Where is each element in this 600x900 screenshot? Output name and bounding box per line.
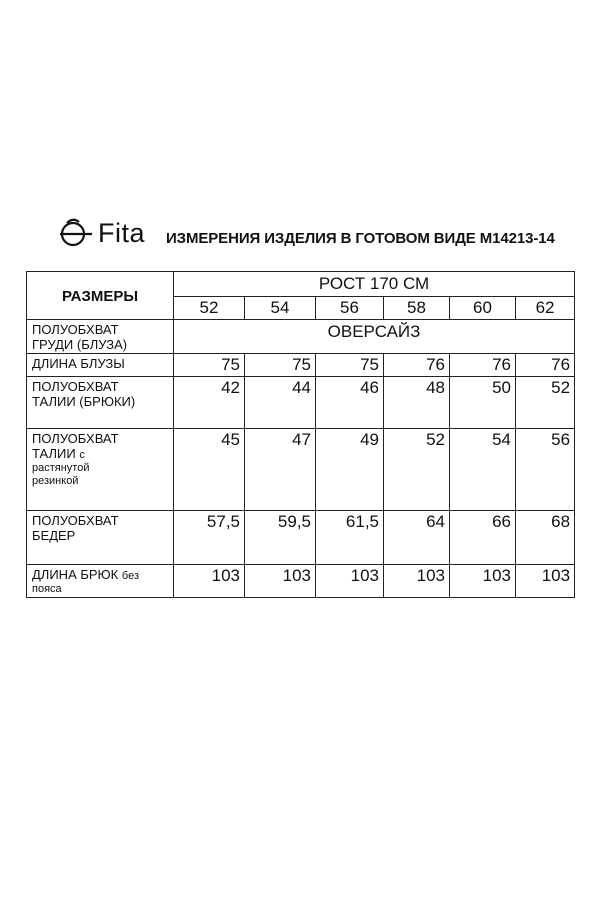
table-row-waist-stretched	[27, 429, 575, 511]
value-cell: 49	[316, 429, 384, 511]
value-cell: 57,5	[174, 511, 245, 565]
label-small: с	[79, 449, 85, 461]
value-cell: 61,5	[316, 511, 384, 565]
table-row-hips	[27, 511, 575, 565]
row-label-waist-stretched	[27, 429, 174, 511]
size-cell: 52	[174, 297, 245, 320]
value-cell: 76	[384, 354, 450, 377]
label-line: ГРУДИ (БЛУЗА)	[32, 337, 128, 352]
label-line: ПОЛУОБХВАТ	[32, 513, 119, 528]
value-cell: 68	[516, 511, 575, 565]
value-cell: 66	[450, 511, 516, 565]
value-cell: 42	[174, 377, 245, 429]
row-label-hips	[27, 511, 174, 565]
value-cell: 103	[450, 565, 516, 598]
row-label-waist-trousers	[27, 377, 174, 429]
value-cell: 75	[245, 354, 316, 377]
table-row-waist-trousers	[27, 377, 575, 429]
label-line: растянутой	[32, 462, 90, 474]
value-cell: 103	[245, 565, 316, 598]
value-cell: 47	[245, 429, 316, 511]
row-label-blouse-length: ДЛИНА БЛУЗЫ	[27, 354, 174, 377]
label-line: БЕДЕР	[32, 528, 76, 543]
label-line: ПОЛУОБХВАТ	[32, 322, 119, 337]
value-cell: 64	[384, 511, 450, 565]
value-cell: 56	[516, 429, 575, 511]
label-main: ТАЛИИ	[32, 446, 76, 461]
value-cell: 75	[316, 354, 384, 377]
sizes-header: РАЗМЕРЫ	[27, 272, 174, 320]
size-cell: 58	[384, 297, 450, 320]
label-line	[32, 446, 169, 462]
row-label-chest	[27, 320, 174, 354]
value-cell: 76	[516, 354, 575, 377]
value-cell: 75	[174, 354, 245, 377]
table-row-trousers-length	[27, 565, 575, 598]
value-cell: 54	[450, 429, 516, 511]
size-table	[26, 271, 575, 598]
row-label-trousers-length	[27, 565, 174, 598]
value-cell: 52	[384, 429, 450, 511]
label-main: ДЛИНА БРЮК	[32, 567, 119, 582]
value-cell: 48	[384, 377, 450, 429]
value-cell: 103	[174, 565, 245, 598]
label-small: без	[121, 570, 139, 582]
value-cell: 50	[450, 377, 516, 429]
label-line: ТАЛИИ (БРЮКИ)	[32, 394, 136, 409]
table-row-blouse-length	[27, 354, 575, 377]
oversize-cell: ОВЕРСАЙЗ	[174, 320, 575, 354]
label-line: ПОЛУОБХВАТ	[32, 379, 119, 394]
document-title: ИЗМЕРЕНИЯ ИЗДЕЛИЯ В ГОТОВОМ ВИДЕ М14213-14	[166, 230, 555, 247]
label-line: резинкой	[32, 475, 79, 487]
height-header: РОСТ 170 СМ	[174, 272, 575, 297]
size-cell: 54	[245, 297, 316, 320]
brand-logo	[58, 218, 158, 248]
value-cell: 59,5	[245, 511, 316, 565]
value-cell: 76	[450, 354, 516, 377]
size-cell: 60	[450, 297, 516, 320]
value-cell: 103	[384, 565, 450, 598]
brand-mark-icon	[58, 218, 94, 248]
value-cell: 103	[516, 565, 575, 598]
value-cell: 103	[316, 565, 384, 598]
value-cell: 44	[245, 377, 316, 429]
value-cell: 52	[516, 377, 575, 429]
table-row-chest	[27, 320, 575, 354]
document-header	[58, 214, 578, 254]
value-cell: 46	[316, 377, 384, 429]
table-row-height	[27, 272, 575, 297]
label-line	[32, 567, 169, 583]
size-cell: 56	[316, 297, 384, 320]
brand-name: Fita	[98, 218, 146, 248]
label-line: ПОЛУОБХВАТ	[32, 431, 119, 446]
value-cell: 45	[174, 429, 245, 511]
label-line: пояса	[32, 583, 62, 595]
size-cell: 62	[516, 297, 575, 320]
